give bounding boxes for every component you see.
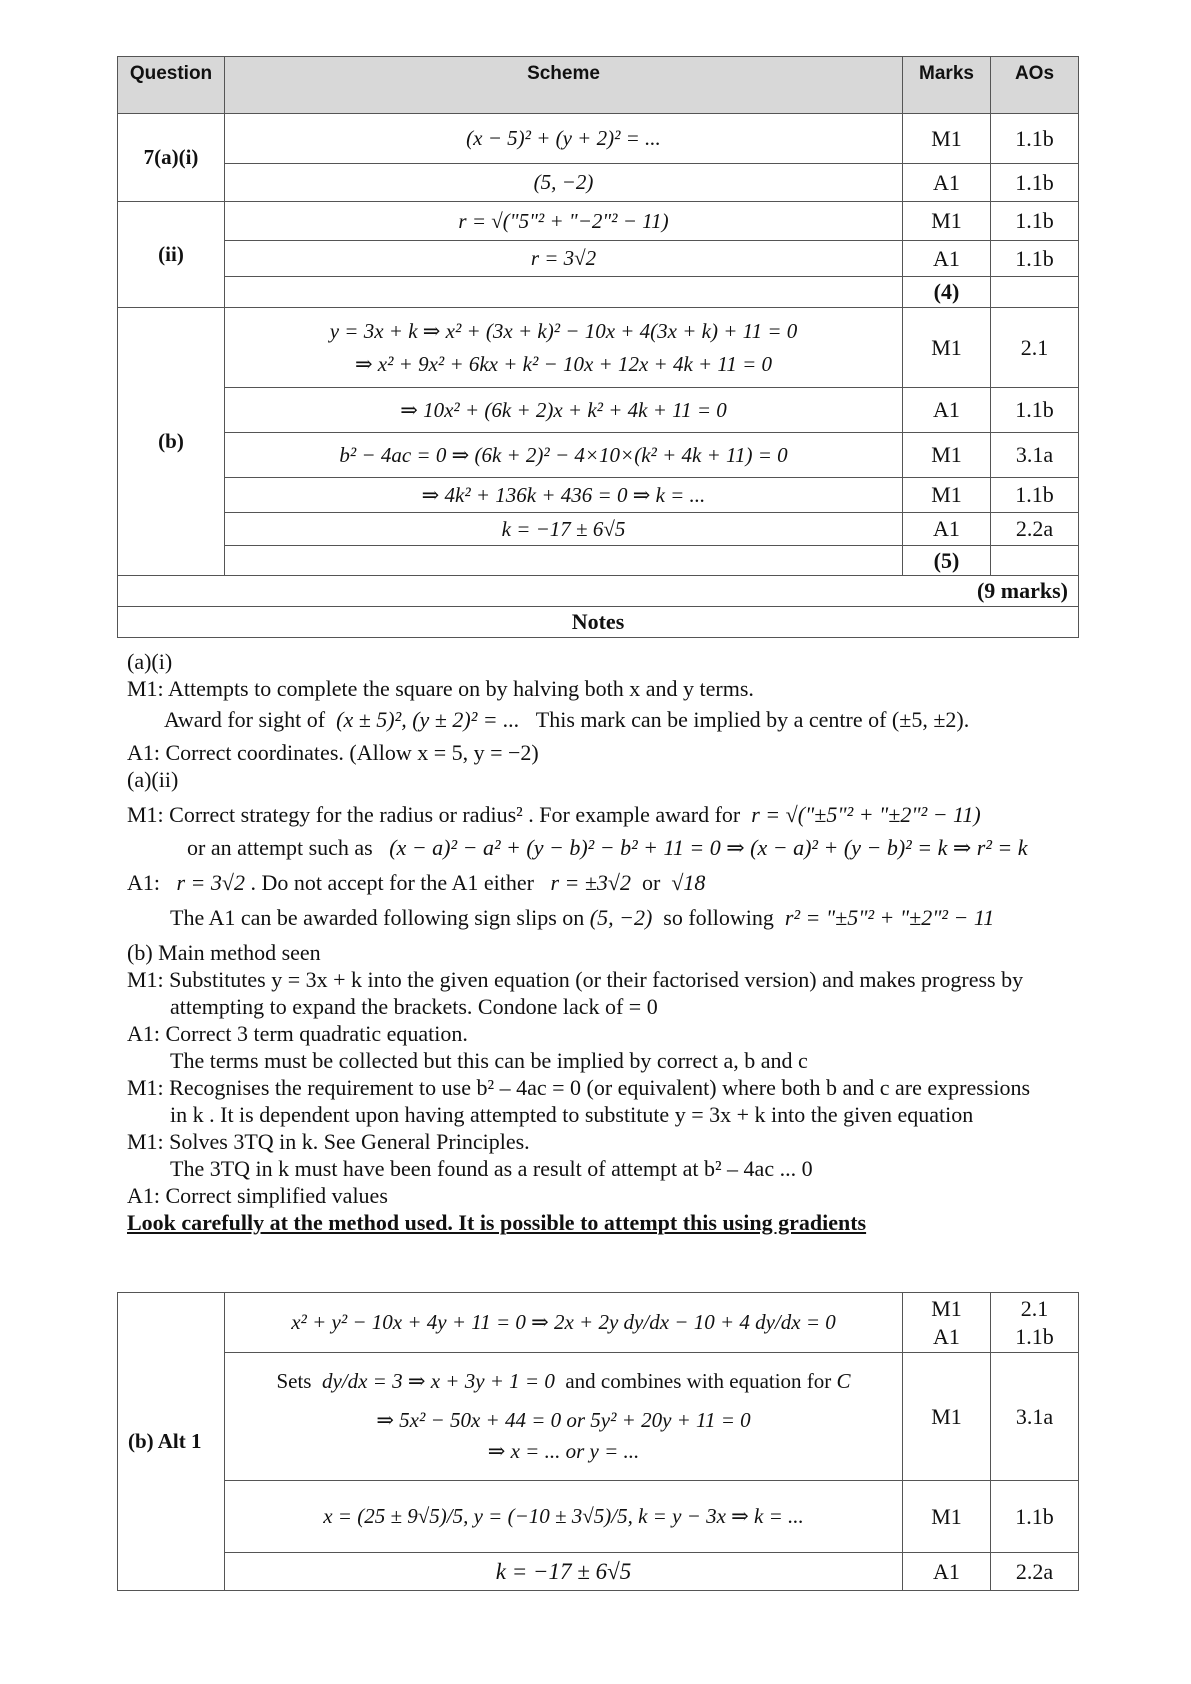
note-line: (a)(ii) <box>127 767 179 792</box>
subtotal-marks: (4) <box>903 277 991 308</box>
aos-cell: 3.1a <box>991 433 1079 478</box>
question-label: (ii) <box>118 202 225 308</box>
marks-cell: M1 <box>903 1481 991 1553</box>
note-equation: (x − a)² − a² + (y − b)² − b² + 11 = 0 ⇒ (x − a)² + (y − b)² = k ⇒ r² = k <box>389 835 1028 860</box>
total-row <box>118 576 1079 607</box>
scheme-cell: x = (25 ± 9√5)/5, y = (−10 ± 3√5)/5, k = y − 3x ⇒ k = ... <box>225 1481 903 1553</box>
aos-cell: 3.1a <box>991 1353 1079 1481</box>
scheme-cell: r = √("5"² + "−2"² − 11) <box>225 202 903 241</box>
marks-cell: M1 <box>903 478 991 513</box>
notes-heading: Notes <box>118 607 1079 638</box>
marks-cell: M1 <box>903 114 991 164</box>
question-label: (b) <box>118 308 225 576</box>
question-label: 7(a)(i) <box>118 114 225 202</box>
mark-scheme-table <box>117 56 1079 638</box>
header-marks: Marks <box>903 57 991 114</box>
note-line: in k . It is dependent upon having attempted to substitute y = 3x + k into the given equation <box>170 1102 974 1127</box>
note-line: attempting to expand the brackets. Condone lack of = 0 <box>170 994 658 1019</box>
marks-cell: M1 <box>903 1353 991 1481</box>
note-line: or an attempt such as (x − a)² − a² + (y − b)² − b² + 11 = 0 ⇒ (x − a)² + (y − b)² = k ⇒ r² = k <box>187 835 1028 860</box>
note-line: The 3TQ in k must have been found as a result of attempt at b² – 4ac ... 0 <box>170 1156 813 1181</box>
marks-cell: M1 A1 <box>903 1293 991 1353</box>
aos-cell: 2.1 <box>991 308 1079 388</box>
table-row <box>118 1553 1079 1591</box>
note-line: M1: Substitutes y = 3x + k into the given equation (or their factorised version) and makes progress by <box>127 967 1024 992</box>
scheme-cell: x² + y² − 10x + 4y + 11 = 0 ⇒ 2x + 2y dy/dx − 10 + 4 dy/dx = 0 <box>225 1293 903 1353</box>
scheme-line: y = 3x + k ⇒ x² + (3x + k)² − 10x + 4(3x + k) + 11 = 0 <box>329 318 798 343</box>
aos-cell: 1.1b <box>991 1481 1079 1553</box>
marks-cell: M1 <box>903 308 991 388</box>
note-line: M1: Solves 3TQ in k. See General Principles. <box>127 1129 530 1154</box>
aos-cell: 1.1b <box>991 114 1079 164</box>
note-line: M1: Attempts to complete the square on by halving both x and y terms. <box>127 676 754 701</box>
note-equation: √18 <box>671 870 706 895</box>
table-row <box>118 1293 1079 1353</box>
scheme-cell: (x − 5)² + (y + 2)² = ... <box>225 114 903 164</box>
table-row <box>118 388 1079 433</box>
note-line: M1: Correct strategy for the radius or radius² . For example award for r = √("±5"² + "±2"² − 11) <box>127 802 981 827</box>
notes-section <box>127 648 1167 1236</box>
scheme-cell <box>225 1353 903 1481</box>
aos-cell: 2.2a <box>991 1553 1079 1591</box>
note-line: (b) Main method seen <box>127 940 321 965</box>
marks-cell: A1 <box>903 164 991 202</box>
marks-cell: A1 <box>903 1553 991 1591</box>
table-header-row <box>118 57 1079 114</box>
aos-cell: 1.1b <box>991 164 1079 202</box>
header-question: Question <box>118 57 225 114</box>
table-row <box>118 478 1079 513</box>
table-row <box>118 546 1079 576</box>
aos-cell: 1.1b <box>991 241 1079 277</box>
table-row <box>118 164 1079 202</box>
table-row <box>118 114 1079 164</box>
scheme-cell: r = 3√2 <box>225 241 903 277</box>
note-line: The terms must be collected but this can be implied by correct a, b and c <box>170 1048 808 1073</box>
question-label: (b) Alt 1 <box>118 1293 225 1591</box>
note-line: A1: Correct 3 term quadratic equation. <box>127 1021 468 1046</box>
alt-method-table <box>117 1292 1079 1591</box>
aos-cell: 2.2a <box>991 513 1079 546</box>
header-scheme: Scheme <box>225 57 903 114</box>
scheme-cell: ⇒ 10x² + (6k + 2)x + k² + 4k + 11 = 0 <box>225 388 903 433</box>
note-line: A1: Correct coordinates. (Allow x = 5, y = −2) <box>127 740 539 765</box>
note-equation: (5, −2) <box>589 905 653 930</box>
table-row <box>118 1481 1079 1553</box>
scheme-cell: (5, −2) <box>225 164 903 202</box>
scheme-line: Sets dy/dx = 3 ⇒ x + 3y + 1 = 0 and combines with equation for C <box>276 1369 851 1393</box>
note-line: The A1 can be awarded following sign slips on (5, −2) so following r² = "±5"² + "±2"² − 11 <box>170 905 995 930</box>
header-aos: AOs <box>991 57 1079 114</box>
marks-cell: M1 <box>903 433 991 478</box>
scheme-cell: k = −17 ± 6√5 <box>225 1553 903 1591</box>
note-equation: r² = "±5"² + "±2"² − 11 <box>784 905 995 930</box>
note-line: (a)(i) <box>127 649 173 674</box>
scheme-line: ⇒ x² + 9x² + 6kx + k² − 10x + 12x + 4k + 11 = 0 <box>354 351 773 376</box>
table-row <box>118 433 1079 478</box>
scheme-line: ⇒ x = ... or y = ... <box>487 1439 640 1463</box>
table-row <box>118 513 1079 546</box>
table-row <box>118 1353 1079 1481</box>
scheme-line: ⇒ 5x² − 50x + 44 = 0 or 5y² + 20y + 11 = 0 <box>376 1408 751 1432</box>
scheme-cell <box>225 308 903 388</box>
note-equation: r = ±3√2 <box>550 870 632 895</box>
marks-cell: A1 <box>903 241 991 277</box>
scheme-cell: ⇒ 4k² + 136k + 436 = 0 ⇒ k = ... <box>225 478 903 513</box>
note-line: A1: Correct simplified values <box>127 1183 388 1208</box>
marks-cell: A1 <box>903 513 991 546</box>
note-warning: Look carefully at the method used. It is possible to attempt this using gradients <box>127 1210 867 1235</box>
scheme-cell: k = −17 ± 6√5 <box>225 513 903 546</box>
subtotal-marks: (5) <box>903 546 991 576</box>
aos-cell: 1.1b <box>991 202 1079 241</box>
note-line: A1: r = 3√2 . Do not accept for the A1 either r = ±3√2 or √18 <box>127 870 706 895</box>
aos-cell: 1.1b <box>991 388 1079 433</box>
note-equation: r = √("±5"² + "±2"² − 11) <box>751 802 981 827</box>
note-equation: r = 3√2 <box>176 870 245 895</box>
notes-heading-row <box>118 607 1079 638</box>
aos-cell: 1.1b <box>991 478 1079 513</box>
marks-cell: A1 <box>903 388 991 433</box>
total-marks: (9 marks) <box>118 576 1079 607</box>
marks-cell: M1 <box>903 202 991 241</box>
table-row <box>118 277 1079 308</box>
note-equation: (x ± 5)², (y ± 2)² = ... <box>336 707 520 732</box>
table-row <box>118 308 1079 388</box>
table-row <box>118 241 1079 277</box>
aos-cell: 2.1 1.1b <box>991 1293 1079 1353</box>
scheme-cell: b² − 4ac = 0 ⇒ (6k + 2)² − 4×10×(k² + 4k + 11) = 0 <box>225 433 903 478</box>
note-line: Award for sight of (x ± 5)², (y ± 2)² = ... This mark can be implied by a centre of (±5, ±2). <box>164 707 970 732</box>
table-row <box>118 202 1079 241</box>
note-line: M1: Recognises the requirement to use b² – 4ac = 0 (or equivalent) where both b and c are expressions <box>127 1075 1031 1100</box>
